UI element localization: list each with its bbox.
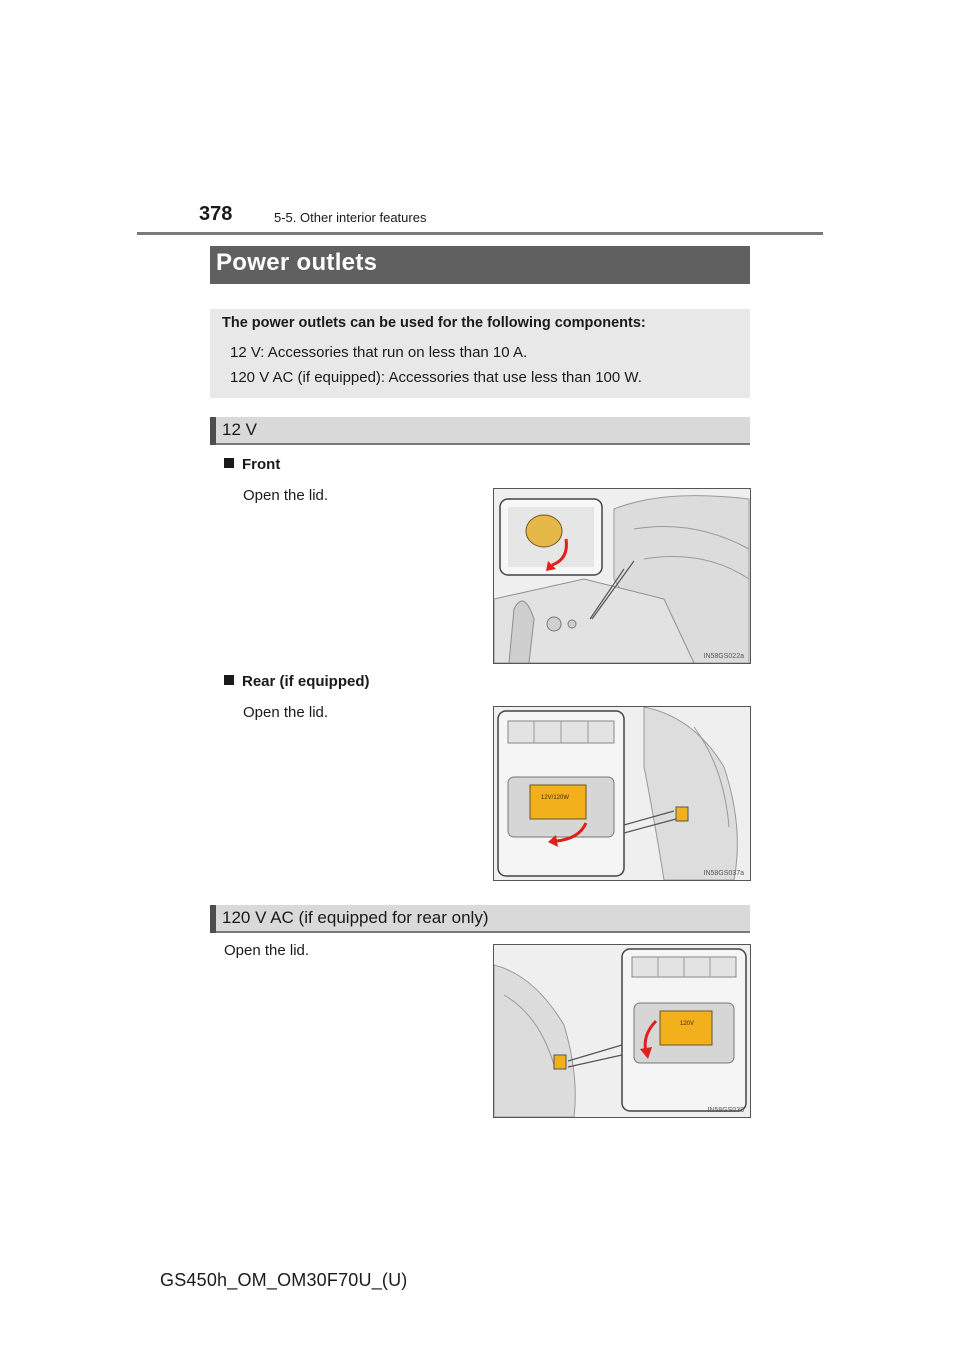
rear-outlet-label: 12V/120W bbox=[541, 795, 570, 801]
front-outlet-illustration bbox=[493, 488, 751, 664]
header-rule bbox=[137, 232, 823, 235]
ac-outlet-illustration bbox=[493, 944, 751, 1118]
square-bullet-icon bbox=[224, 458, 234, 468]
ac-figure-code: IN58GS038 bbox=[707, 1107, 744, 1114]
front-instruction: Open the lid. bbox=[243, 487, 329, 504]
rear-outlet-illustration bbox=[493, 706, 751, 881]
rear-instruction: Open the lid. bbox=[243, 704, 329, 721]
ac-outlet-label: 120V bbox=[680, 1021, 695, 1027]
page-title: Power outlets bbox=[216, 249, 378, 276]
section-120v-heading: 120 V AC (if equipped for rear only) bbox=[222, 908, 489, 927]
front-figure-code: IN58GS022a bbox=[703, 653, 744, 660]
page-number: 378 bbox=[199, 203, 233, 225]
section-12v-bar bbox=[210, 417, 750, 445]
front-heading: Front bbox=[224, 456, 280, 473]
chapter-title: 5-5. Other interior features bbox=[274, 210, 427, 225]
section-120v-instruction: Open the lid. bbox=[224, 942, 310, 959]
intro-line-12v: 12 V: Accessories that run on less than 10 A. bbox=[230, 344, 528, 361]
rear-heading: Rear (if equipped) bbox=[224, 673, 370, 690]
section-120v-accent bbox=[210, 905, 216, 933]
document-code: GS450h_OM_OM30F70U_(U) bbox=[160, 1270, 408, 1290]
rear-figure-code: IN58GS037a bbox=[703, 870, 744, 877]
intro-line-120v: 120 V AC (if equipped): Accessories that use less than 100 W. bbox=[230, 369, 642, 386]
section-12v-accent bbox=[210, 417, 216, 445]
section-12v-heading: 12 V bbox=[222, 420, 257, 439]
intro-lead: The power outlets can be used for the following components: bbox=[222, 315, 646, 331]
square-bullet-icon bbox=[224, 675, 234, 685]
